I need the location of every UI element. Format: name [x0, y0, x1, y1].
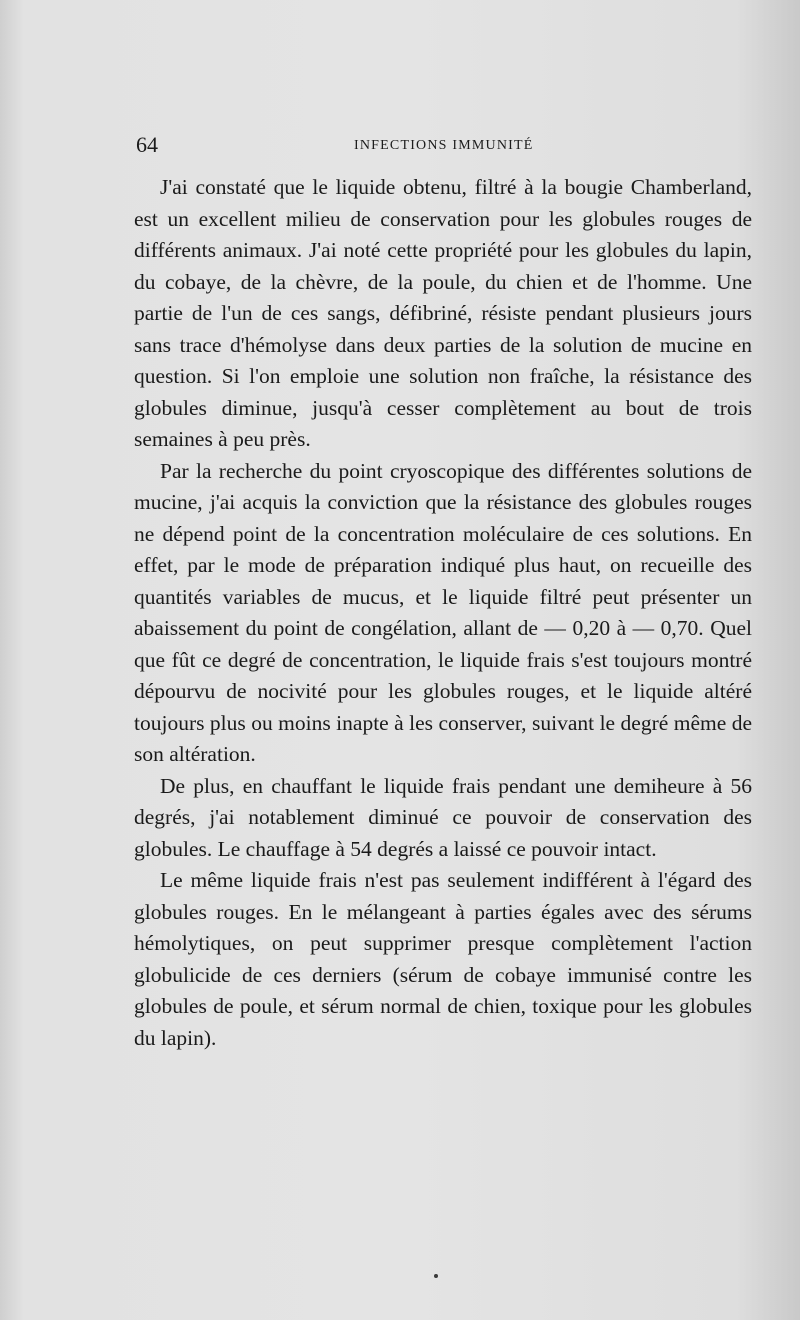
- paragraph-1: J'ai constaté que le liquide obtenu, filtré à la bougie Chamberland, est un excellent milieu de conservation pour les globules rouges de différents animaux. J'ai noté cette propriété pour les globules du lapin, du cobaye, de la chèvre, de la poule, du chien et de l'homme. Une partie de l'un de ces sangs, défibriné, résiste pendant plusieurs jours sans trace d'hémolyse dans deux parties de la solution de mucine en question. Si l'on emploie une solution non fraîche, la résistance des globules diminue, jusqu'à cesser complètement au bout de trois semaines à peu près.: [134, 175, 752, 451]
- page-number: 64: [136, 132, 158, 157]
- running-head: [136, 132, 756, 162]
- paragraph-4: Le même liquide frais n'est pas seulement indifférent à l'égard des globules rouges. En le mélangeant à parties égales avec des sérums hémolytiques, on peut supprimer presque complètement l'action globulicide de ces derniers (sérum de cobaye immunisé contre les globules de poule, et sérum normal de chien, toxique pour les globules du lapin).: [134, 868, 752, 1050]
- print-speck: [434, 1274, 438, 1278]
- running-title: INFECTIONS IMMUNITÉ: [354, 138, 534, 153]
- paragraph-2: Par la recherche du point cryoscopique des différentes solutions de mucine, j'ai acquis la conviction que la résistance des globules rouges ne dépend point de la concentration moléculaire de ces solutions. En effet, par le mode de préparation indiqué plus haut, on recueille des quantités variables de mucus, et le liquide filtré peut présenter un abaissement du point de congélation, allant de — 0,20 à — 0,70. Quel que fût ce degré de concentration, le liquide frais s'est toujours montré dépourvu de nocivité pour les globules rouges, et le liquide altéré toujours plus ou moins inapte à les conserver, suivant le degré même de son altération.: [134, 458, 752, 766]
- paragraph-3: De plus, en chauffant le liquide frais pendant une demiheure à 56 degrés, j'ai notablement diminué ce pouvoir de conservation des globules. Le chauffage à 54 degrés a laissé ce pouvoir intact.: [134, 773, 752, 861]
- body-text: [134, 172, 752, 1054]
